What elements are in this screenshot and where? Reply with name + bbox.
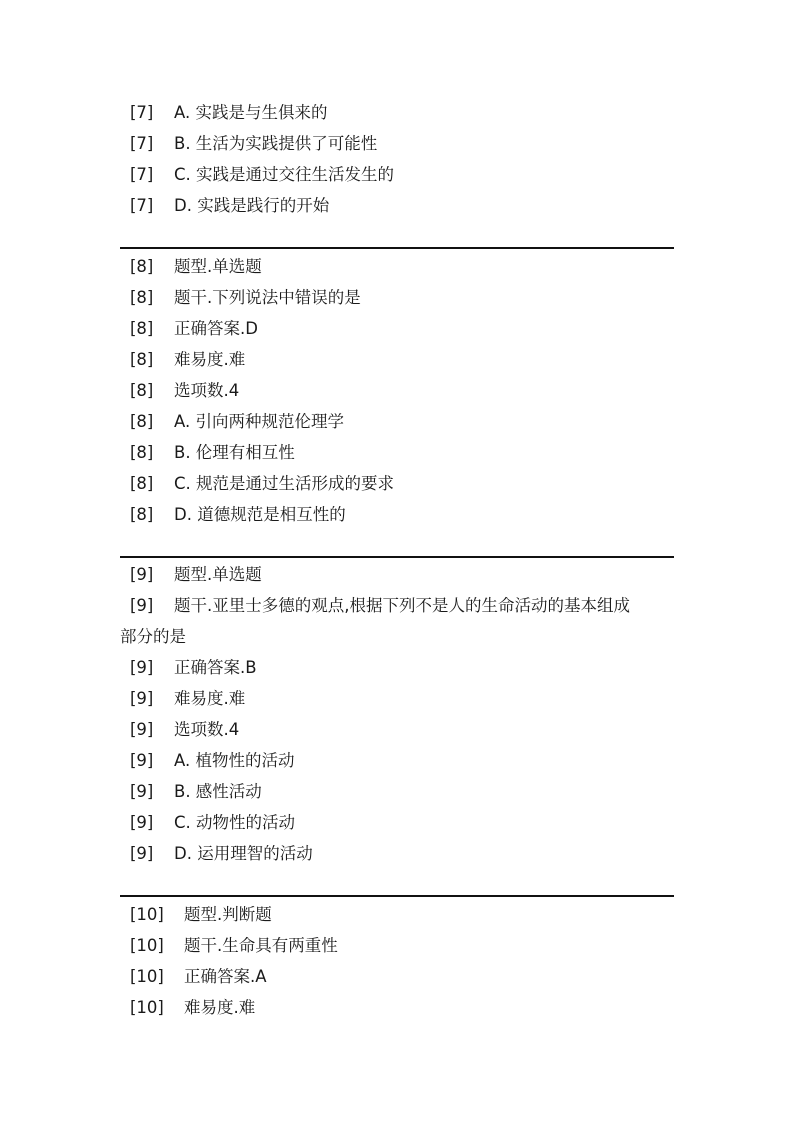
q9-type-line: [9] 题型.单选题	[130, 565, 262, 584]
q8-line: [8] 题型.单选题	[130, 257, 262, 276]
question-7-block	[120, 97, 674, 221]
q8-line: [8] D. 道德规范是相互性的	[130, 505, 346, 524]
question-8-block	[120, 251, 674, 530]
q8-line: [8] C. 规范是通过生活形成的要求	[130, 474, 395, 493]
q10-line: [10] 题干.生命具有两重性	[130, 936, 338, 955]
q8-line: [8] 题干.下列说法中错误的是	[130, 288, 361, 307]
separator-rule	[120, 556, 674, 558]
q9-line: [9] 难易度.难	[130, 689, 246, 708]
question-9-block	[120, 559, 674, 869]
q8-line: [8] A. 引向两种规范伦理学	[130, 412, 344, 431]
q9-line: [9] 正确答案.B	[130, 658, 257, 677]
q9-stem-line: [9] 题干.亚里士多德的观点,根据下列不是人的生命活动的基本组成	[130, 596, 630, 615]
q7-line: [7] C. 实践是通过交往生活发生的	[130, 165, 395, 184]
question-10-block	[120, 899, 674, 1023]
q8-line: [8] 正确答案.D	[130, 319, 258, 338]
q8-line: [8] 难易度.难	[130, 350, 246, 369]
separator-rule	[120, 247, 674, 249]
q9-line: [9] 选项数.4	[130, 720, 240, 739]
q8-line: [8] B. 伦理有相互性	[130, 443, 295, 462]
q8-line: [8] 选项数.4	[130, 381, 240, 400]
q10-line: [10] 正确答案.A	[130, 967, 267, 986]
q7-line: [7] D. 实践是践行的开始	[130, 196, 330, 215]
q9-line: [9] D. 运用理智的活动	[130, 844, 313, 863]
q7-line: [7] B. 生活为实践提供了可能性	[130, 134, 378, 153]
q9-stem-continuation: 部分的是	[120, 627, 186, 646]
q9-line: [9] A. 植物性的活动	[130, 751, 295, 770]
q9-line: [9] B. 感性活动	[130, 782, 262, 801]
q9-line: [9] C. 动物性的活动	[130, 813, 296, 832]
q7-line: [7] A. 实践是与生俱来的	[130, 103, 328, 122]
separator-rule	[120, 895, 674, 897]
q10-line: [10] 题型.判断题	[130, 905, 272, 924]
q10-line: [10] 难易度.难	[130, 998, 256, 1017]
